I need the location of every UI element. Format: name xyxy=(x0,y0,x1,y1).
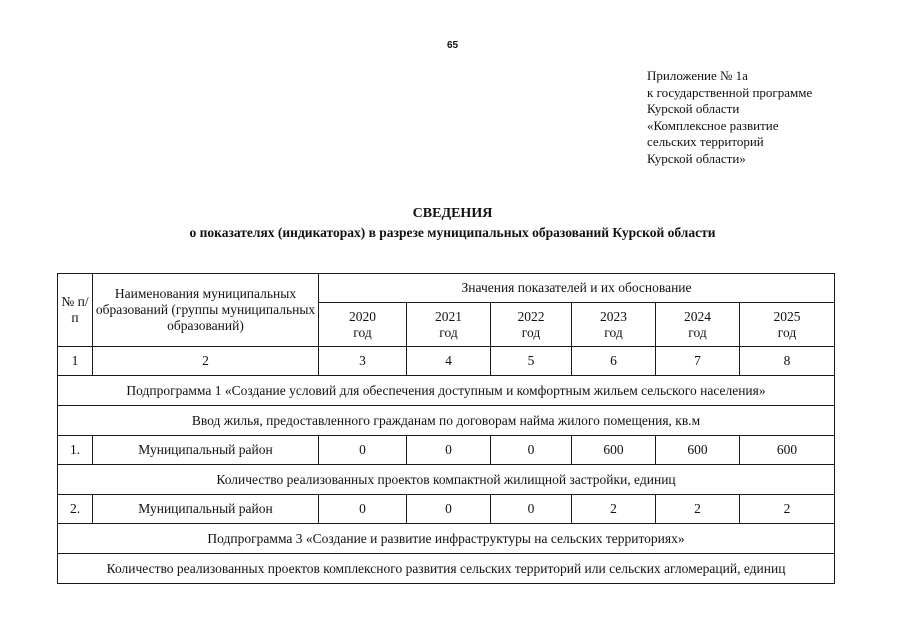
year-number: 2021 xyxy=(435,308,462,324)
value-cell: 0 xyxy=(319,495,407,524)
table-row xyxy=(58,495,835,524)
column-number-cell: 8 xyxy=(740,347,835,376)
year-header-cell xyxy=(407,303,491,347)
value-cell: 0 xyxy=(319,436,407,465)
year-number: 2023 xyxy=(600,308,627,324)
value-cell: 0 xyxy=(491,495,572,524)
header-name-cell: Наименования муниципальных образований (группы муниципальных образований) xyxy=(93,274,319,347)
appendix-note xyxy=(647,68,812,167)
value-cell: 2 xyxy=(740,495,835,524)
year-header-cell xyxy=(740,303,835,347)
year-header-cell xyxy=(491,303,572,347)
value-cell: 0 xyxy=(491,436,572,465)
section-title-cell: Подпрограмма 1 «Создание условий для обеспечения доступным и комфортным жильем сельского населения» xyxy=(58,376,835,406)
year-number: 2024 xyxy=(684,308,711,324)
section-row xyxy=(58,376,835,406)
appendix-line: Курской области» xyxy=(647,150,746,166)
appendix-line: «Комплексное развитие xyxy=(647,117,779,133)
section-title-cell: Подпрограмма 3 «Создание и развитие инфраструктуры на сельских территориях» xyxy=(58,524,835,554)
appendix-line: Курской области xyxy=(647,101,740,116)
column-number-row xyxy=(58,347,835,376)
value-cell: 600 xyxy=(572,436,656,465)
document-title: СВЕДЕНИЯ xyxy=(412,206,493,221)
row-number-cell: 2. xyxy=(58,495,93,524)
section-row xyxy=(58,406,835,436)
year-unit: год xyxy=(688,324,707,340)
year-unit: год xyxy=(353,324,372,340)
year-unit: год xyxy=(521,324,541,340)
column-number-cell: 7 xyxy=(656,347,740,376)
year-number: 2020 xyxy=(349,308,376,324)
value-cell: 0 xyxy=(407,436,491,465)
value-cell: 2 xyxy=(572,495,656,524)
year-unit: год xyxy=(777,324,797,340)
header-number-cell: № п/п xyxy=(58,274,93,347)
column-number-cell: 2 xyxy=(93,347,319,376)
year-header-cell xyxy=(656,303,740,347)
value-cell: 600 xyxy=(656,436,740,465)
page-number: 65 xyxy=(446,40,459,51)
year-header-cell xyxy=(572,303,656,347)
section-row xyxy=(58,465,835,495)
column-number-cell: 6 xyxy=(572,347,656,376)
row-number-cell: 1. xyxy=(58,436,93,465)
year-header-cell xyxy=(319,303,407,347)
value-cell: 600 xyxy=(740,436,835,465)
table-row xyxy=(58,436,835,465)
header-values-cell: Значения показателей и их обоснование xyxy=(319,274,835,303)
column-number-cell: 3 xyxy=(319,347,407,376)
section-title-cell: Количество реализованных проектов комплексного развития сельских территорий или сельских агломераций, единиц xyxy=(58,554,835,584)
section-row xyxy=(58,554,835,584)
year-number: 2025 xyxy=(773,308,801,324)
year-number: 2022 xyxy=(517,308,545,324)
table-header-row xyxy=(58,274,835,303)
document-subtitle: о показателях (индикаторах) в разрезе муниципальных образований Курской области xyxy=(189,225,716,240)
section-title-cell: Количество реализованных проектов компактной жилищной застройки, единиц xyxy=(58,465,835,495)
column-number-cell: 1 xyxy=(58,347,93,376)
appendix-line: сельских территорий xyxy=(647,134,764,149)
section-title-cell: Ввод жилья, предоставленного гражданам по договорам найма жилого помещения, кв.м xyxy=(58,406,835,436)
row-name-cell: Муниципальный район xyxy=(93,495,319,524)
appendix-line: к государственной программе xyxy=(647,84,813,100)
indicators-table xyxy=(57,273,835,584)
appendix-line: Приложение № 1а xyxy=(647,68,748,83)
year-unit: год xyxy=(604,324,623,340)
value-cell: 2 xyxy=(656,495,740,524)
row-name-cell: Муниципальный район xyxy=(93,436,319,465)
column-number-cell: 5 xyxy=(491,347,572,376)
section-row xyxy=(58,524,835,554)
value-cell: 0 xyxy=(407,495,491,524)
year-unit: год xyxy=(439,324,458,340)
column-number-cell: 4 xyxy=(407,347,491,376)
